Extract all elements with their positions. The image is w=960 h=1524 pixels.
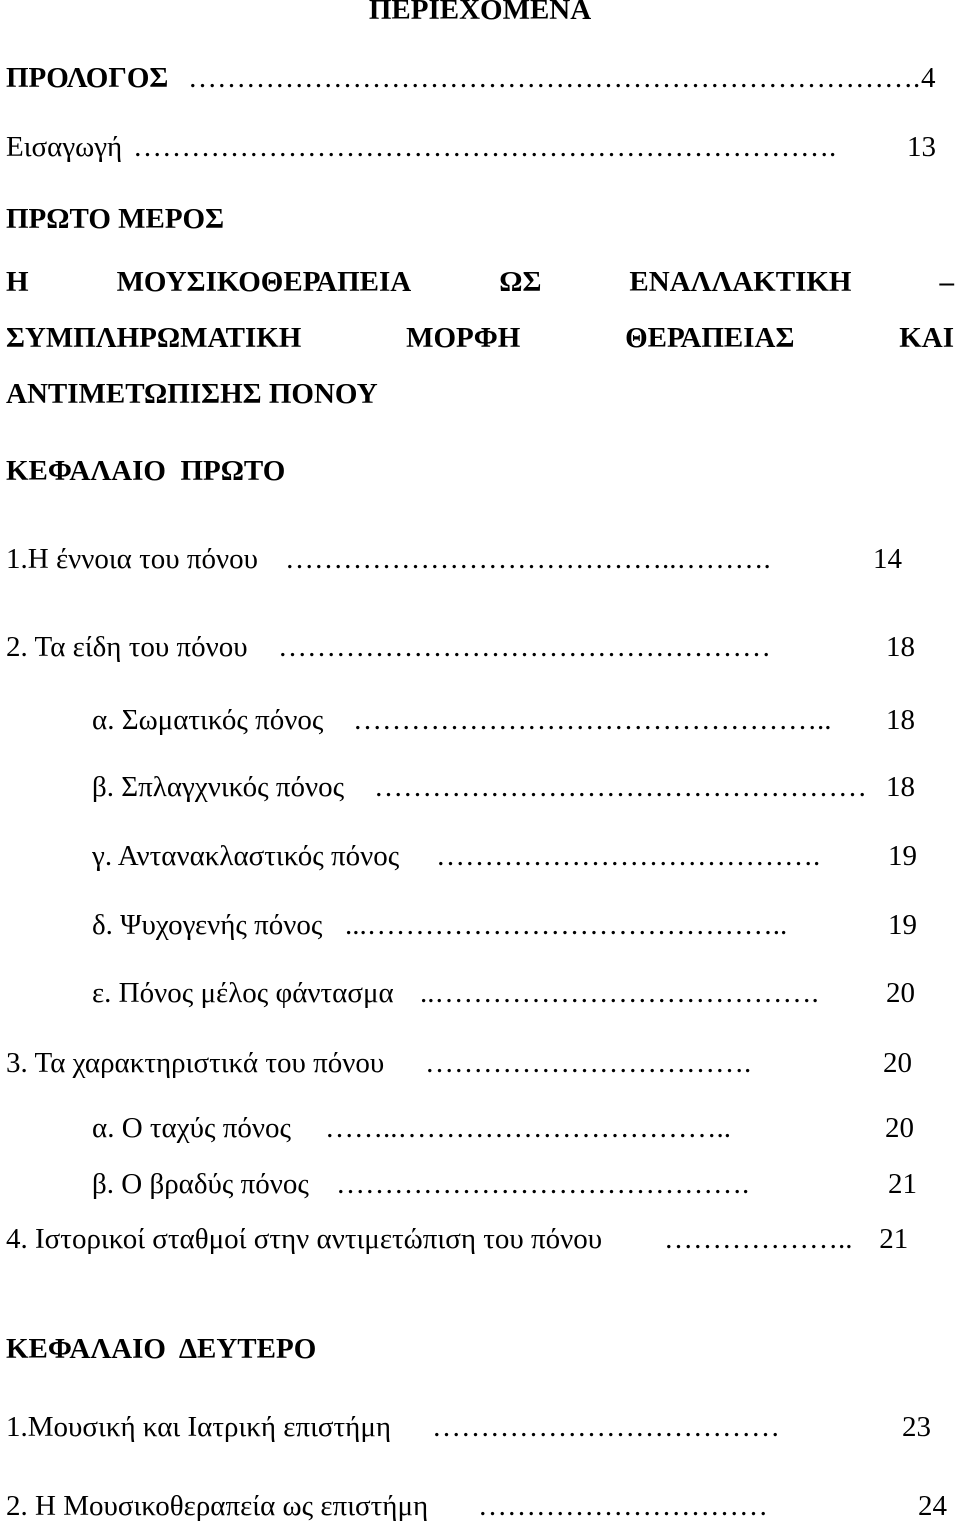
toc-page-number: 4 [921, 62, 936, 94]
toc-entry-text: 2. Η Μουσικοθεραπεία ως επιστήμη [6, 1490, 429, 1522]
toc-leader: ………………………………………….. [353, 704, 832, 736]
toc-leader: …………………………………. [436, 840, 821, 872]
title-word: ΘΕΡΑΠΕΙΑΣ [625, 322, 795, 354]
toc-page-number: 21 [872, 1223, 909, 1255]
toc-leader: ……………………………. [425, 1047, 752, 1079]
toc-entry-text: ΠΡΟΛΟΓΟΣ [6, 62, 169, 94]
title-word: ΚΑΙ [899, 322, 954, 354]
toc-leader: ……………………………… [432, 1411, 780, 1443]
chapter-one-heading: ΚΕΦΑΛΑΙΟ ΠΡΩΤΟ [6, 455, 286, 487]
toc-page-number: 18 [886, 631, 915, 663]
title-word: Η [6, 266, 29, 298]
toc-leader: ……………………………………. [336, 1168, 750, 1200]
toc-leader: ………………………………………………………………. [133, 131, 837, 163]
toc-page-number: 24 [918, 1490, 947, 1522]
toc-leader: ..…………………………………. [420, 977, 819, 1009]
part-one-label: ΠΡΩΤΟ ΜΕΡΟΣ [6, 203, 225, 235]
toc-page-number: 19 [888, 840, 917, 872]
toc-page-number: 20 [885, 1112, 914, 1144]
toc-leader: …………………………………………… [374, 771, 867, 803]
title-word: ΣΥΜΠΛΗΡΩΜΑΤΙΚΗ [6, 322, 302, 354]
toc-page-number: 20 [883, 1047, 912, 1079]
title-dash: – [939, 266, 954, 298]
toc-entry-text: 4. Ιστορικοί σταθμοί στην αντιμετώπιση του πόνου [6, 1223, 603, 1255]
toc-page-number: 20 [886, 977, 915, 1009]
part-one-title-line2 [6, 322, 954, 355]
part-one-title-line1 [6, 266, 954, 299]
toc-leader: …………………………………..………. [285, 543, 771, 575]
toc-entry-text: α. Σωματικός πόνος [92, 704, 324, 736]
toc-leader: ………………………… [478, 1490, 768, 1522]
toc-page-number: 18 [886, 771, 915, 803]
toc-leader: …………………………………………… [278, 631, 771, 663]
toc-page-number: 23 [902, 1411, 931, 1443]
toc-leader: ……..…………………………….. [325, 1112, 731, 1144]
toc-entry-text: 3. Τα χαρακτηριστικά του πόνου [6, 1047, 385, 1079]
toc-entry-text: 1.Η έννοια του πόνου [6, 543, 258, 575]
title-word: ΕΝΑΛΛΑΚΤΙΚΗ [629, 266, 852, 298]
toc-page-number: 14 [873, 543, 902, 575]
toc-leader: …………………………………………………………………. [188, 62, 920, 94]
part-one-title-line3: ΑΝΤΙΜΕΤΩΠΙΣΗΣ ΠΟΝΟΥ [6, 378, 378, 410]
toc-leader: ...…………………………………….. [345, 909, 788, 941]
toc-page-number: 19 [888, 909, 917, 941]
toc-entry-text: δ. Ψυχογενής πόνος [92, 909, 323, 941]
toc-entry-text: γ. Αντανακλαστικός πόνος [92, 840, 400, 872]
toc-entry-text: 1.Μουσική και Ιατρική επιστήμη [6, 1411, 392, 1443]
toc-entry-text: β. Σπλαγχνικός πόνος [92, 771, 345, 803]
toc-page-number: 21 [888, 1168, 917, 1200]
toc-page-number: 13 [907, 131, 936, 163]
toc-entry-text: α. Ο ταχύς πόνος [92, 1112, 291, 1144]
title-word: ΜΟΥΣΙΚΟΘΕΡΑΠΕΙΑ [116, 266, 412, 298]
title-word: ΩΣ [499, 266, 542, 298]
toc-entry-text: 2. Τα είδη του πόνου [6, 631, 248, 663]
toc-leader: ……………….. [664, 1223, 853, 1255]
title-word: ΜΟΡΦΗ [406, 322, 521, 354]
chapter-two-heading: ΚΕΦΑΛΑΙΟ ΔΕΥΤΕΡΟ [6, 1333, 317, 1365]
toc-heading: ΠΕΡΙΕΧΟΜΕΝΑ [368, 0, 592, 26]
toc-entry-text: Εισαγωγή [6, 131, 123, 163]
toc-entry-text: β. Ο βραδύς πόνος [92, 1168, 309, 1200]
toc-entry-text: ε. Πόνος μέλος φάντασμα [92, 977, 394, 1009]
toc-page-number: 18 [886, 704, 915, 736]
